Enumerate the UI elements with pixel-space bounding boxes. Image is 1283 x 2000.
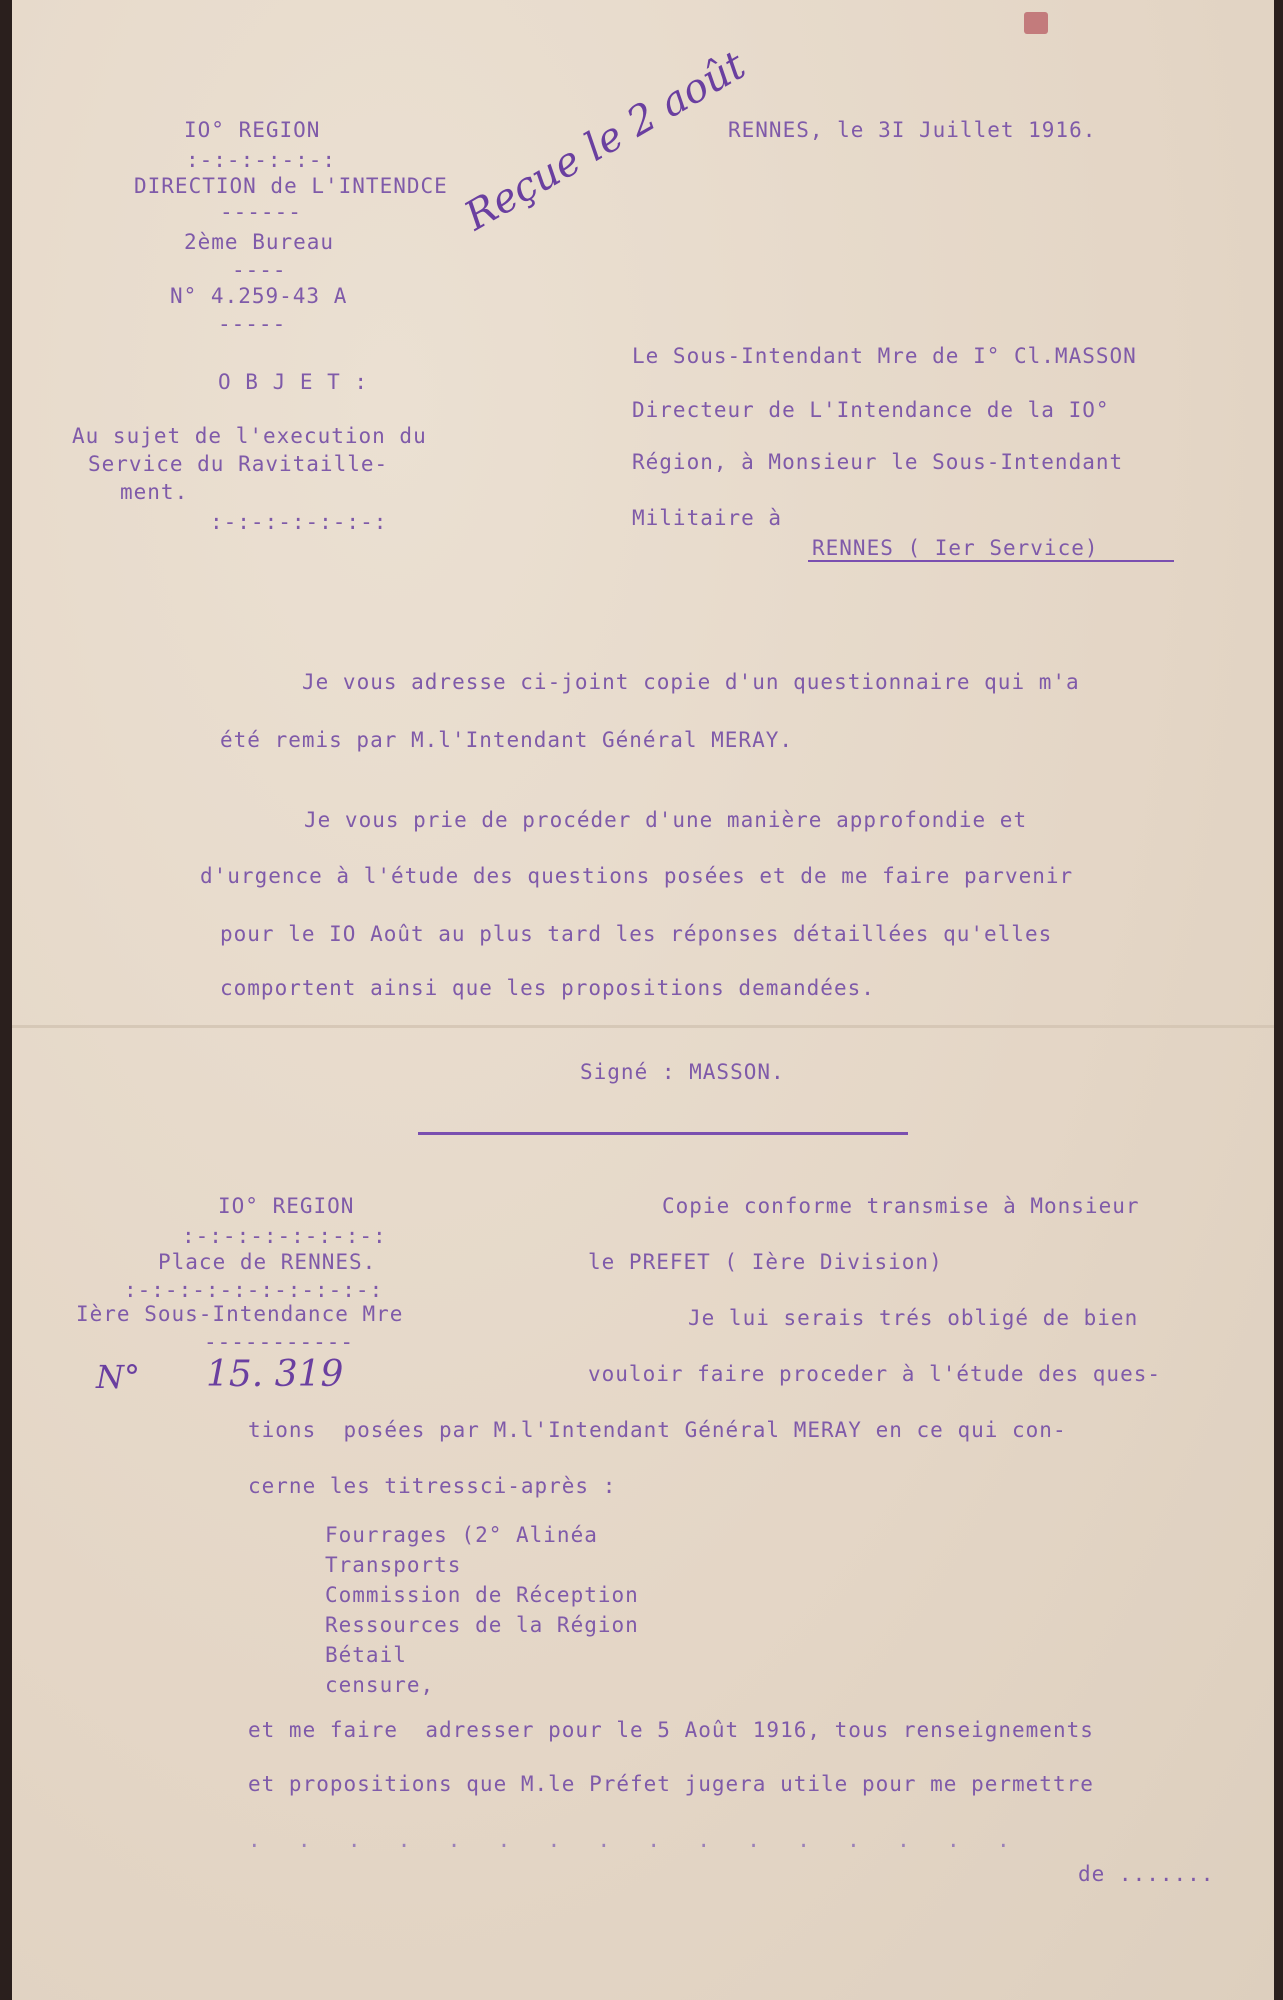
address-line: Directeur de L'Intendance de la IO°: [632, 398, 1110, 422]
address-line: Militaire à: [632, 506, 783, 530]
underline: [808, 560, 1174, 562]
list-item: Transports: [325, 1553, 462, 1577]
list-item: Bétail: [325, 1643, 407, 1667]
body-line: pour le IO Août au plus tard les réponses détaillées qu'elles: [220, 922, 1053, 946]
header-region: IO° REGION: [184, 118, 321, 142]
copy-line: Je lui serais trés obligé de bien: [688, 1306, 1139, 1330]
second-separator: :-:-:-:-:-:-:-:: [182, 1224, 387, 1248]
header-direction: DIRECTION de L'INTENDCE: [134, 174, 448, 198]
copy-line: et propositions que M.le Préfet jugera utile pour me permettre: [248, 1772, 1094, 1796]
second-office: Ière Sous-Intendance Mre: [76, 1302, 404, 1326]
address-line: Le Sous-Intendant Mre de I° Cl.MASSON: [632, 344, 1137, 368]
copy-line: tions posées par M.l'Intendant Général MERAY en ce qui con-: [248, 1418, 1067, 1442]
second-place: Place de RENNES.: [158, 1250, 377, 1274]
header-bureau: 2ème Bureau: [184, 230, 335, 254]
address-destination: RENNES ( Ier Service): [812, 536, 1099, 560]
section-divider: [418, 1132, 908, 1135]
subject-list: [325, 1520, 639, 1700]
copy-line: vouloir faire proceder à l'étude des ques-: [588, 1362, 1162, 1386]
objet-separator: :-:-:-:-:-:-:: [210, 510, 388, 534]
red-mark: [1024, 12, 1048, 34]
signature: Signé : MASSON.: [580, 1060, 785, 1084]
second-number: 15. 319: [206, 1354, 344, 1395]
objet-line: Service du Ravitaille-: [88, 452, 389, 476]
handwritten-note: Reçue le 2 août: [457, 42, 754, 240]
list-item: censure,: [325, 1673, 435, 1697]
header-number: N° 4.259-43 A: [170, 284, 348, 308]
second-separator: :-:-:-:-:-:-:-:-:-:: [124, 1278, 384, 1302]
body-line: été remis par M.l'Intendant Général MERAY.: [220, 728, 794, 752]
list-item: Fourrages (2° Alinéa: [325, 1523, 598, 1547]
objet-label: O B J E T :: [218, 370, 369, 394]
body-line: Je vous adresse ci-joint copie d'un questionnaire qui m'a: [302, 670, 1080, 694]
document-page: [12, 0, 1274, 2000]
copy-line: et me faire adresser pour le 5 Août 1916, tous renseignements: [248, 1718, 1094, 1742]
second-region: IO° REGION: [218, 1194, 355, 1218]
copy-line: Copie conforme transmise à Monsieur: [662, 1194, 1140, 1218]
body-line: comportent ainsi que les propositions demandées.: [220, 976, 875, 1000]
body-line: d'urgence à l'étude des questions posées et de me faire parvenir: [200, 864, 1074, 888]
place-date: RENNES, le 3I Juillet 1916.: [728, 118, 1097, 142]
objet-line: Au sujet de l'execution du: [72, 424, 427, 448]
continuation: de .......: [1078, 1862, 1215, 1886]
copy-line: le PREFET ( Ière Division): [588, 1250, 943, 1274]
list-item: Commission de Réception: [325, 1583, 639, 1607]
second-number-prefix: N°: [96, 1358, 140, 1396]
fold-line: [12, 1025, 1274, 1028]
list-item: Ressources de la Région: [325, 1613, 639, 1637]
header-dashes: -----: [218, 312, 287, 336]
faded-line: . . . . . . . . . . . . . . . .: [248, 1828, 1014, 1852]
header-dashes: ------: [220, 200, 302, 224]
objet-line: ment.: [120, 480, 189, 504]
body-line: Je vous prie de procéder d'une manière approfondie et: [304, 808, 1028, 832]
second-dashes: -----------: [204, 1330, 355, 1354]
header-dashes: ----: [232, 258, 287, 282]
copy-line: cerne les titressci-après :: [248, 1474, 617, 1498]
address-line: Région, à Monsieur le Sous-Intendant: [632, 450, 1124, 474]
header-separator: :-:-:-:-:-:: [186, 148, 337, 172]
